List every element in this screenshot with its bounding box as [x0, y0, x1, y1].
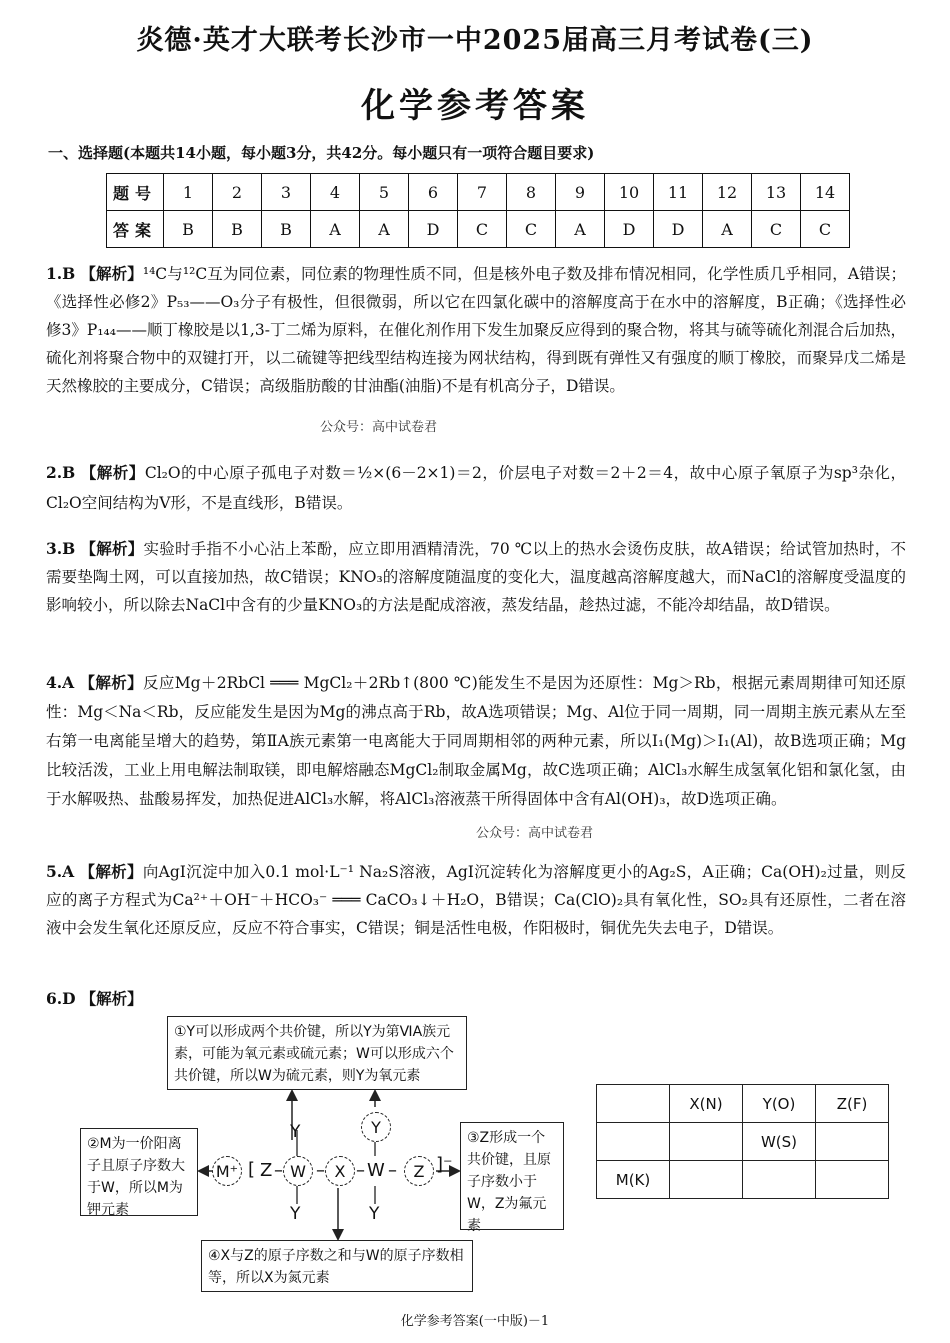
- periodic-cell: Y(O): [743, 1085, 816, 1123]
- atom-y-top-left: Y: [290, 1122, 301, 1142]
- question-number-cell: 3: [262, 174, 311, 211]
- answer-cell: D: [409, 211, 458, 248]
- document-title: 化学参考答案: [361, 86, 589, 126]
- diagram-note-bottom: ④X与Z的原子序数之和与W的原子序数相等，所以X为氮元素: [201, 1240, 473, 1292]
- page-footer: 化学参考答案(一中版)－1: [400, 1314, 550, 1329]
- periodic-cell: Z(F): [816, 1085, 889, 1123]
- answer-cell: A: [703, 211, 752, 248]
- explanation-2-num: 2.B: [46, 463, 76, 482]
- atom-x: X: [325, 1156, 355, 1186]
- periodic-row: [597, 1123, 889, 1161]
- answer-cell: D: [654, 211, 703, 248]
- periodic-cell: X(N): [670, 1085, 743, 1123]
- row-label-number: 题号: [107, 174, 164, 211]
- question-number-cell: 9: [556, 174, 605, 211]
- row-label-answer: 答案: [107, 211, 164, 248]
- answer-cell: B: [213, 211, 262, 248]
- question-number-cell: 6: [409, 174, 458, 211]
- periodic-cell: W(S): [743, 1123, 816, 1161]
- periodic-cell: [743, 1161, 816, 1199]
- atom-y-top-right: Y: [361, 1112, 391, 1142]
- question-number-cell: 14: [801, 174, 850, 211]
- explanation-4-text: 反应Mg＋2RbCl ═══ MgCl₂＋2Rb↑(800 ℃)能发生不是因为还原性：Mg＞Rb，根据元素周期律可知还原性：Mg＜Na＜Rb，反应能发生是因为Mg的沸点高于Rb，故A选项错误；Mg、Al位于同一周期，同一周期主族元素从左至右第一电离能呈增大的趋势，第ⅡA族元素第一电离能大于同周期相邻的两种元素，所以I₁(Mg)＞I₁(Al)，故B选项正确；Mg比较活泼，工业上用电解法制取镁，即电解熔融态MgCl₂制取金属Mg，故C选项正确；AlCl₃水解生成氢氧化铝和氯化氢，由于水解吸热、盐酸易挥发，加热促进AlCl₃水解，将AlCl₃溶液蒸干所得固体中含有Al(OH)₃，故D选项正确。: [46, 674, 906, 808]
- answer-cell: B: [262, 211, 311, 248]
- bond-3: –: [356, 1160, 365, 1181]
- diagram-note-right: ③Z形成一个共价键，且原子序数小于W，Z为氟元素: [460, 1122, 564, 1230]
- watermark-1: 公众号：高中试卷君: [320, 420, 438, 435]
- answer-cell: B: [164, 211, 213, 248]
- question-number-cell: 1: [164, 174, 213, 211]
- question-number-cell: 12: [703, 174, 752, 211]
- explanation-5-text: 向AgI沉淀中加入0.1 mol·L⁻¹ Na₂S溶液，AgI沉淀转化为溶解度更小的Ag₂S，A正确；Ca(OH)₂过量，则反应的离子方程式为Ca²⁺＋OH⁻＋HCO₃⁻ ═══ CaCO₃↓＋H₂O，B错误；Ca(ClO)₂具有氧化性，SO₂具有还原性，二者在溶液中会发生氧化还原反应，反应不符合事实，C错误；铜是活性电极，作阳极时，铜优先失去电子，D错误。: [46, 863, 906, 937]
- answer-cell: C: [458, 211, 507, 248]
- question-number-cell: 5: [360, 174, 409, 211]
- question-number-cell: 7: [458, 174, 507, 211]
- answer-cell: A: [360, 211, 409, 248]
- periodic-cell: M(K): [597, 1161, 670, 1199]
- bracket-close: ]⁻: [436, 1154, 453, 1175]
- diagram-note-top: ①Y可以形成两个共价键，所以Y为第ⅥA族元素，可能为氧元素或硫元素；W可以形成六个共价键，所以W为硫元素，则Y为氧元素: [167, 1016, 467, 1090]
- explanation-3-text: 实验时手指不小心沾上苯酚，应立即用酒精清洗，70 ℃以上的热水会烫伤皮肤，故A错误；给试管加热时，不需要垫陶土网，可以直接加热，故C错误；KNO₃的溶解度随温度的变化大，温度越高溶解度越大，而NaCl的溶解度受温度的影响较小，所以除去NaCl中含有的少量KNO₃的方法是配成溶液，蒸发结晶，趁热过滤，不能冷却结晶，故D错误。: [46, 540, 906, 614]
- section-title: 一、选择题(本题共14小题，每小题3分，共42分。每小题只有一项符合题目要求): [48, 144, 595, 162]
- answer-cell: A: [311, 211, 360, 248]
- bond-1: –: [274, 1160, 283, 1181]
- answer-cell: D: [605, 211, 654, 248]
- explanation-2-tag: 【解析】: [80, 463, 145, 482]
- periodic-cell: [597, 1123, 670, 1161]
- question-number-cell: 8: [507, 174, 556, 211]
- explanation-1-num: 1.B: [46, 264, 76, 283]
- explanation-4-num: 4.A: [46, 673, 75, 692]
- bond-2: –: [316, 1160, 325, 1181]
- question-number-cell: 4: [311, 174, 360, 211]
- answer-cell: C: [801, 211, 850, 248]
- atom-w-right: W: [367, 1160, 385, 1181]
- periodic-cell: [816, 1123, 889, 1161]
- periodic-cell: [670, 1161, 743, 1199]
- periodic-row: [597, 1161, 889, 1199]
- answer-cell: A: [556, 211, 605, 248]
- question-number-cell: 13: [752, 174, 801, 211]
- atom-m: M⁺: [212, 1156, 242, 1186]
- answer-cell: C: [752, 211, 801, 248]
- atom-y-bottom-right: Y: [369, 1204, 380, 1224]
- periodic-cell: [670, 1123, 743, 1161]
- explanation-2-text: Cl₂O的中心原子孤电子对数＝½×(6－2×1)＝2，价层电子对数＝2＋2＝4，故中心原子氧原子为sp³杂化，Cl₂O空间结构为V形，不是直线形，B错误。: [46, 464, 906, 512]
- answer-cell: C: [507, 211, 556, 248]
- explanation-6-num: 6.D: [46, 989, 76, 1008]
- periodic-row: [597, 1085, 889, 1123]
- periodic-cell: [597, 1085, 670, 1123]
- explanation-1-tag: 【解析】: [80, 264, 143, 283]
- explanation-5-num: 5.A: [46, 862, 75, 881]
- bracket-open: [: [248, 1159, 256, 1180]
- question-number-cell: 11: [654, 174, 703, 211]
- question-number-cell: 2: [213, 174, 262, 211]
- explanation-1-text: ¹⁴C与¹²C互为同位素，同位素的物理性质不同，但是核外电子数及排布情况相同，化学性质几乎相同，A错误；《选择性必修2》P₅₃——O₃分子有极性，但很微弱，所以它在四氯化碳中的溶解度高于在水中的溶解度，B正确；《选择性必修3》P₁₄₄——顺丁橡胶是以1,3-丁二烯为原料，在催化剂作用下发生加聚反应得到的聚合物，将其与硫等硫化剂混合后加热，硫化剂将聚合物中的双键打开，以二硫键等把线型结构连接为网状结构，得到既有弹性又有强度的顺丁橡胶，而聚异戊二烯是天然橡胶的主要成分，C错误；高级脂肪酸的甘油酯(油脂)不是有机高分子，D错误。: [46, 265, 906, 395]
- explanation-3-num: 3.B: [46, 539, 76, 558]
- explanation-3-tag: 【解析】: [80, 539, 144, 558]
- question-number-cell: 10: [605, 174, 654, 211]
- periodic-table-snippet: [596, 1084, 889, 1199]
- atom-z-right: Z: [404, 1156, 434, 1186]
- atom-w-left: W: [283, 1156, 313, 1186]
- exam-header: 炎德·英才大联考长沙市一中2025届高三月考试卷(三): [136, 25, 814, 56]
- explanation-5-tag: 【解析】: [79, 862, 143, 881]
- periodic-cell: [816, 1161, 889, 1199]
- diagram-note-left: ②M为一价阳离子且原子序数大于W，所以M为钾元素: [80, 1128, 198, 1216]
- bond-4: –: [388, 1160, 397, 1181]
- watermark-2: 公众号：高中试卷君: [476, 826, 594, 841]
- atom-y-bottom-left: Y: [290, 1204, 301, 1224]
- atom-z-left: Z: [260, 1160, 273, 1181]
- explanation-6-tag: 【解析】: [80, 989, 143, 1008]
- explanation-4-tag: 【解析】: [79, 673, 143, 692]
